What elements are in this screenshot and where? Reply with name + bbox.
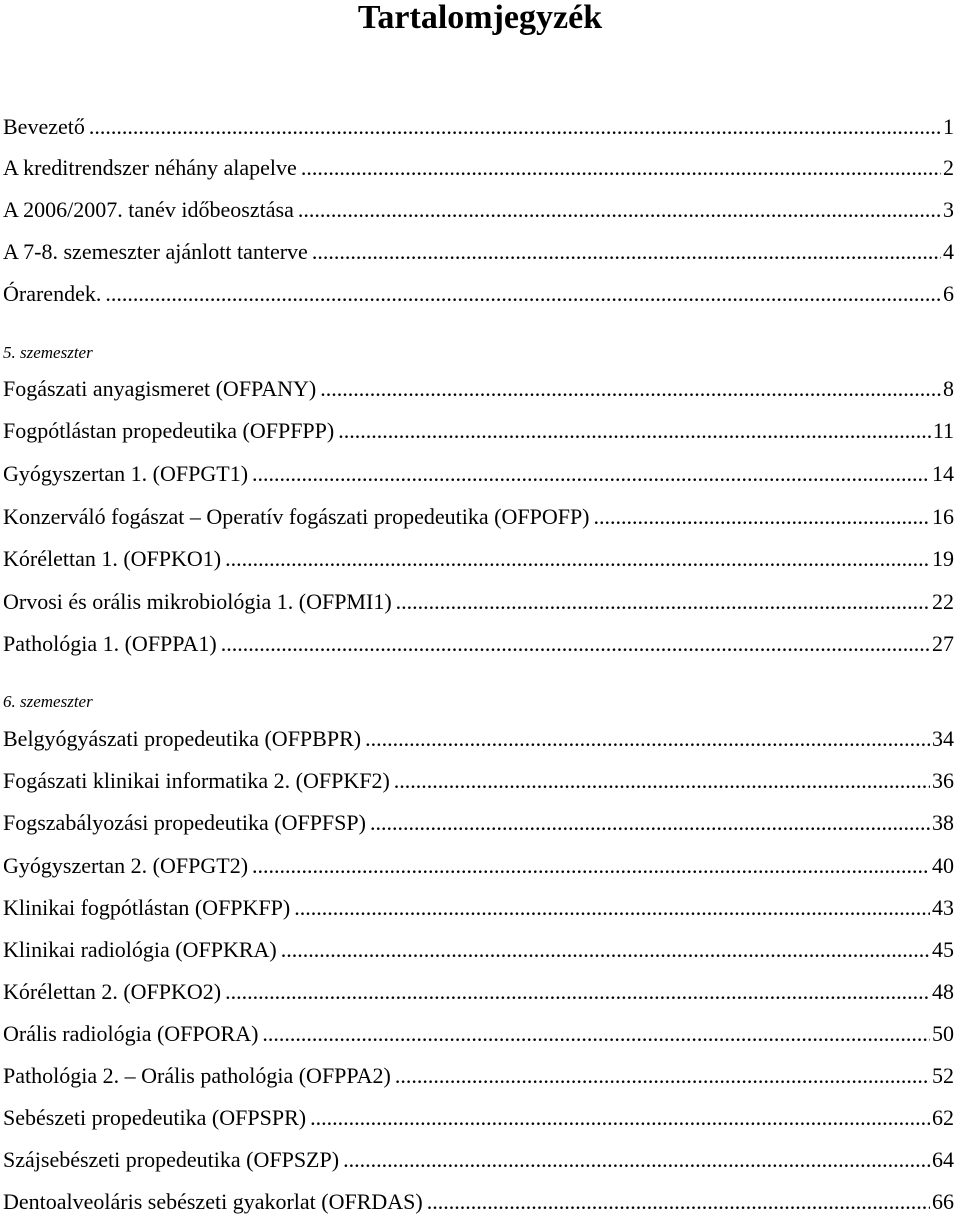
toc-entry[interactable] <box>3 1017 954 1047</box>
toc-leader-dots <box>594 504 930 530</box>
toc-page-number: 22 <box>932 589 954 614</box>
toc-leader-dots <box>310 1105 930 1131</box>
toc-leader-dots <box>394 768 930 794</box>
toc-leader-dots <box>365 726 930 752</box>
toc-leader-dots <box>225 546 930 572</box>
toc-entry-kreditrendszer[interactable] <box>3 151 954 181</box>
toc-leader-dots <box>370 810 930 836</box>
toc-entry[interactable] <box>3 1059 954 1089</box>
toc-entry-tanterv[interactable] <box>3 235 954 265</box>
toc-entry-bevezeto[interactable] <box>3 110 954 140</box>
toc-leader-dots <box>396 589 930 615</box>
toc-leader-dots <box>252 853 930 879</box>
toc-entry[interactable] <box>3 806 954 836</box>
toc-entry-label: Klinikai fogpótlástan (OFPKFP) <box>3 895 291 920</box>
toc-page-number: 66 <box>932 1189 954 1214</box>
toc-entry-label: Szájsebészeti propedeutika (OFPSZP) <box>3 1147 340 1172</box>
toc-leader-dots <box>294 895 930 921</box>
toc-page-number: 16 <box>932 504 954 529</box>
toc-entry[interactable] <box>3 975 954 1005</box>
toc-entry-label: Gyógyszertan 2. (OFPGT2) <box>3 853 249 878</box>
toc-page-number: 40 <box>932 853 954 878</box>
toc-leader-dots <box>281 937 930 963</box>
toc-entry-label: Bevezető <box>3 114 85 139</box>
toc-leader-dots <box>89 114 941 140</box>
toc-entry-idobeosztas[interactable] <box>3 193 954 223</box>
toc-page-number: 34 <box>932 726 954 751</box>
toc-page-number: 62 <box>932 1105 954 1130</box>
toc-entry[interactable] <box>3 627 954 657</box>
toc-entry-label: A 2006/2007. tanév időbeosztása <box>3 197 294 222</box>
toc-page-number: 64 <box>932 1147 954 1172</box>
toc-entry[interactable] <box>3 457 954 487</box>
toc-entry-label: Fogászati klinikai informatika 2. (OFPKF2) <box>3 768 390 793</box>
toc-page-number: 43 <box>932 895 954 920</box>
toc-entry-label: Pathológia 2. – Orális pathológia (OFPPA2) <box>3 1063 391 1088</box>
toc-page-number: 19 <box>932 546 954 571</box>
toc-leader-dots <box>320 376 941 402</box>
toc-entry-label: Klinikai radiológia (OFPKRA) <box>3 937 277 962</box>
toc-entry-label: Fogászati anyagismeret (OFPANY) <box>3 376 317 401</box>
toc-entry-label: Orális radiológia (OFPORA) <box>3 1021 259 1046</box>
toc-page-number: 2 <box>943 155 954 180</box>
toc-entry-label: Belgyógyászati propedeutika (OFPBPR) <box>3 726 362 751</box>
toc-entry[interactable] <box>3 764 954 794</box>
toc-page-number: 6 <box>943 281 954 306</box>
toc-entry[interactable] <box>3 933 954 963</box>
toc-leader-dots <box>395 1063 930 1089</box>
toc-leader-dots <box>225 979 930 1005</box>
toc-leader-dots <box>301 155 941 181</box>
toc-leader-dots <box>105 281 941 307</box>
toc-page-number: 45 <box>932 937 954 962</box>
toc-page-number: 38 <box>932 810 954 835</box>
toc-entry[interactable] <box>3 891 954 921</box>
toc-entry[interactable] <box>3 585 954 615</box>
toc-entry-label: Fogpótlástan propedeutika (OFPFPP) <box>3 418 335 443</box>
toc-leader-dots <box>338 418 931 444</box>
toc-leader-dots <box>221 631 930 657</box>
toc-entry-label: Konzerváló fogászat – Operatív fogászati propedeutika (OFPOFP) <box>3 504 590 529</box>
toc-entry-orarendek[interactable] <box>3 277 954 307</box>
toc-page-number: 52 <box>932 1063 954 1088</box>
toc-page-number: 48 <box>932 979 954 1004</box>
toc-leader-dots <box>262 1021 930 1047</box>
toc-entry[interactable] <box>3 1185 954 1215</box>
toc-entry-label: Orvosi és orális mikrobiológia 1. (OFPMI1) <box>3 589 392 614</box>
toc-page-number: 14 <box>932 461 954 486</box>
toc-entry[interactable] <box>3 849 954 879</box>
section-heading-semester-5: 5. szemeszter <box>3 343 93 362</box>
section-heading-semester-6: 6. szemeszter <box>3 692 93 711</box>
toc-page-number: 36 <box>932 768 954 793</box>
toc-leader-dots <box>298 197 941 223</box>
toc-entry[interactable] <box>3 500 954 530</box>
toc-page-number: 50 <box>932 1021 954 1046</box>
toc-entry[interactable] <box>3 722 954 752</box>
toc-entry-label: Sebészeti propedeutika (OFPSPR) <box>3 1105 307 1130</box>
toc-entry-label: Pathológia 1. (OFPPA1) <box>3 631 217 656</box>
toc-page-number: 27 <box>932 631 954 656</box>
toc-leader-dots <box>312 239 941 265</box>
toc-entry[interactable] <box>3 414 954 444</box>
toc-entry-label: Dentoalveoláris sebészeti gyakorlat (OFRDAS) <box>3 1189 423 1214</box>
toc-page-number: 8 <box>943 376 954 401</box>
toc-page-number: 3 <box>943 197 954 222</box>
toc-page-number: 1 <box>943 114 954 139</box>
toc-entry[interactable] <box>3 1143 954 1173</box>
toc-entry-label: A 7-8. szemeszter ajánlott tanterve <box>3 239 308 264</box>
toc-entry[interactable] <box>3 1101 954 1131</box>
toc-leader-dots <box>252 461 930 487</box>
toc-page-number: 4 <box>943 239 954 264</box>
toc-entry-label: Fogszabályozási propedeutika (OFPFSP) <box>3 810 366 835</box>
toc-entry-label: Kórélettan 1. (OFPKO1) <box>3 546 222 571</box>
toc-entry[interactable] <box>3 372 954 402</box>
toc-entry-label: Gyógyszertan 1. (OFPGT1) <box>3 461 249 486</box>
toc-entry-label: Órarendek. <box>3 281 102 306</box>
toc-page-number: 11 <box>932 418 954 443</box>
toc-leader-dots <box>343 1147 930 1173</box>
toc-leader-dots <box>427 1189 930 1215</box>
toc-entry[interactable] <box>3 542 954 572</box>
toc-entry-label: Kórélettan 2. (OFPKO2) <box>3 979 222 1004</box>
page-title: Tartalomjegyzék <box>357 0 603 36</box>
toc-entry-label: A kreditrendszer néhány alapelve <box>3 155 297 180</box>
